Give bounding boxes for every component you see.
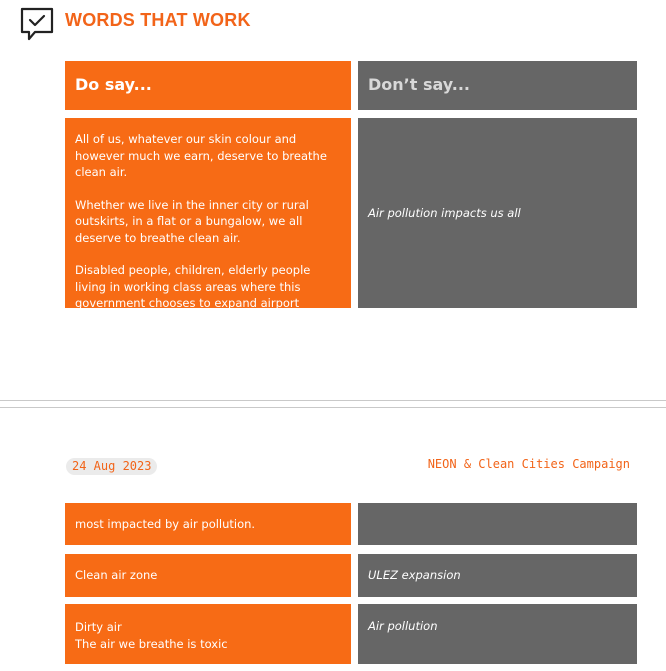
do-say-text: most impacted by air pollution. [75,516,256,531]
page-break-line-top [0,400,666,401]
do-say-header-label: Do say... [75,75,152,95]
do-say-text: Clean air zone [75,568,158,583]
do-say-cell-row2 [65,554,351,597]
dont-say-text: Air pollution [368,619,438,633]
page-break-line-bottom [0,407,666,408]
campaign-label: NEON & Clean Cities Campaign [427,457,630,471]
do-say-line: The air we breathe is toxic [75,636,228,651]
do-say-cell-row3 [65,604,351,664]
do-say-paragraph: All of us, whatever our skin colour and however much we earn, deserve to breathe clean air. [75,132,327,179]
do-say-header [65,61,351,110]
dont-say-text: Air pollution impacts us all [368,205,521,220]
page-title: WORDS THAT WORK [65,10,251,30]
do-say-paragraph: Disabled people, children, elderly people living in working class areas where this government chooses to expand airport runways are the [75,263,311,327]
dont-say-cell-row1-continued [358,503,637,545]
dont-say-cell-row3 [358,604,637,664]
dont-say-text: ULEZ expansion [368,568,461,583]
do-say-cell-row1-continued [65,503,351,545]
do-say-cell-row1 [65,118,351,327]
speech-bubble-check-icon [19,7,55,41]
dont-say-header-label: Don’t say... [368,75,470,95]
date-badge: 24 Aug 2023 [66,458,157,475]
do-say-paragraph: Whether we live in the inner city or rural outskirts, in a flat or a bungalow, we all deserve to breathe clean air. [75,197,309,245]
dont-say-cell-row1 [358,118,637,308]
dont-say-cell-row2 [358,554,637,597]
do-say-line: Dirty air [75,620,122,634]
dont-say-header [358,61,637,110]
